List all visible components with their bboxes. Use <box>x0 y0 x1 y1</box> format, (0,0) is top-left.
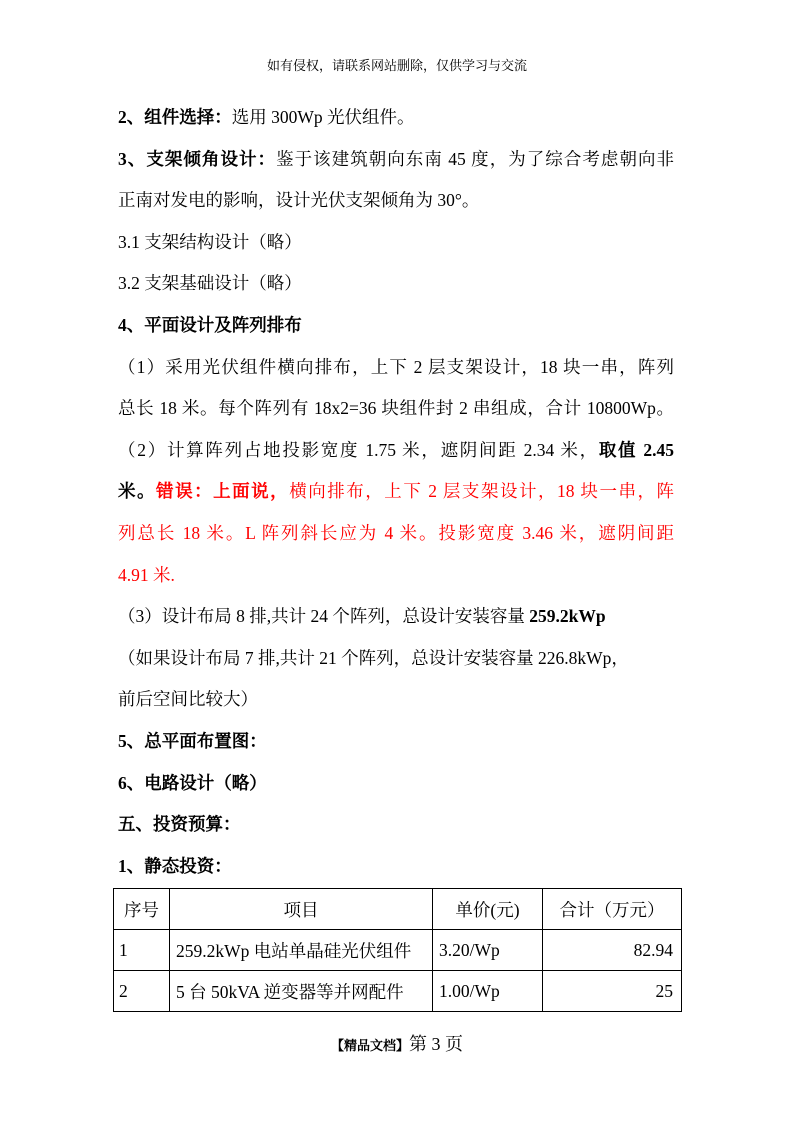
line-layout-item-2 <box>118 430 674 472</box>
header-index: 序号 <box>114 889 170 930</box>
line-error-note-end <box>118 555 674 597</box>
header-item: 项目 <box>170 889 433 930</box>
line-tilt-design <box>118 139 674 181</box>
section-heading: 五、投资预算： <box>118 814 241 835</box>
line-layout-heading <box>118 305 674 347</box>
paragraph-text: 正南对发电的影响，设计光伏支架倾角为 30°。 <box>118 190 480 211</box>
table-row <box>114 930 682 971</box>
line-tilt-design-cont <box>118 180 674 222</box>
line-foundation-design <box>118 263 674 305</box>
section-heading: 5、总平面布置图： <box>118 730 267 751</box>
footer-label: 【精品文档】 <box>330 1038 409 1053</box>
paragraph-text: （1）采用光伏组件横向排布，上下 2 层支架设计，18 块一串，阵列 <box>118 356 674 377</box>
table-row <box>114 971 682 1012</box>
cell-unit-price: 3.20/Wp <box>433 930 543 971</box>
header-total: 合计（万元） <box>543 889 682 930</box>
investment-table <box>113 888 682 1012</box>
line-error-note-cont <box>118 513 674 555</box>
header-unit-price: 单价(元) <box>433 889 543 930</box>
error-text: 横向排布，上下 2 层支架设计，18 块一串，阵 <box>289 481 675 502</box>
paragraph-text: 3.1 支架结构设计（略） <box>118 231 302 252</box>
section-heading: 4、平面设计及阵列排布 <box>118 314 302 335</box>
section-heading: 1、静态投资： <box>118 855 232 876</box>
cell-index: 1 <box>114 930 170 971</box>
line-structure-design <box>118 222 674 264</box>
emphasis-text: 米。 <box>118 481 157 502</box>
copyright-notice: 如有侵权，请联系网站删除，仅供学习与交流 <box>266 58 527 73</box>
line-budget-heading <box>118 804 674 846</box>
section-text: 选用 300Wp 光伏组件。 <box>231 107 415 127</box>
paragraph-text: （如果设计布局 7 排,共计 21 个阵列，总设计安装容量 226.8kWp， <box>118 647 629 668</box>
paragraph-text: （3）设计布局 8 排,共计 24 个阵列，总设计安装容量 <box>118 606 530 627</box>
page-footer <box>0 1032 794 1058</box>
cell-total: 82.94 <box>543 930 682 971</box>
line-layout-item-3 <box>118 596 674 638</box>
emphasis-text: 259.2kWp <box>529 606 606 627</box>
emphasis-text: 取值 2.45 <box>598 439 675 460</box>
cell-total: 25 <box>543 971 682 1012</box>
error-text: 4.91 米. <box>118 564 175 585</box>
paragraph-text: 总长 18 米。每个阵列有 18x2=36 块组件封 2 串组成，合计 10800Wp。 <box>118 398 674 419</box>
line-error-note <box>118 471 674 513</box>
line-layout-alt <box>118 638 674 680</box>
document-body <box>118 97 674 887</box>
section-heading: 2、组件选择： <box>118 107 232 127</box>
cell-index: 2 <box>114 971 170 1012</box>
line-layout-item-1-cont <box>118 388 674 430</box>
cell-unit-price: 1.00/Wp <box>433 971 543 1012</box>
line-site-plan-heading <box>118 721 674 763</box>
line-circuit-heading <box>118 763 674 805</box>
paragraph-text: （2）计算阵列占地投影宽度 1.75 米，遮阴间距 2.34 米， <box>118 439 599 460</box>
paragraph-text: 3.2 支架基础设计（略） <box>118 273 302 294</box>
line-static-investment-heading <box>118 846 674 888</box>
cell-item: 5 台 50kVA 逆变器等并网配件 <box>170 971 433 1012</box>
line-component-selection <box>118 97 674 139</box>
paragraph-text: 前后空间比较大） <box>118 689 258 710</box>
line-layout-item-1 <box>118 347 674 389</box>
line-layout-alt-cont <box>118 679 674 721</box>
cell-item: 259.2kWp 电站单晶硅光伏组件 <box>170 930 433 971</box>
table-header-row <box>114 889 682 930</box>
section-heading: 6、电路设计（略） <box>118 772 267 793</box>
error-text: 列总长 18 米。L 阵列斜长应为 4 米。投影宽度 3.46 米，遮阴间距 <box>118 522 674 543</box>
page-number: 第 3 页 <box>409 1034 463 1054</box>
section-heading: 3、支架倾角设计： <box>118 148 277 169</box>
error-label: 错误：上面说， <box>156 481 290 502</box>
section-text: 鉴于该建筑朝向东南 45 度，为了综合考虑朝向非 <box>276 148 675 169</box>
